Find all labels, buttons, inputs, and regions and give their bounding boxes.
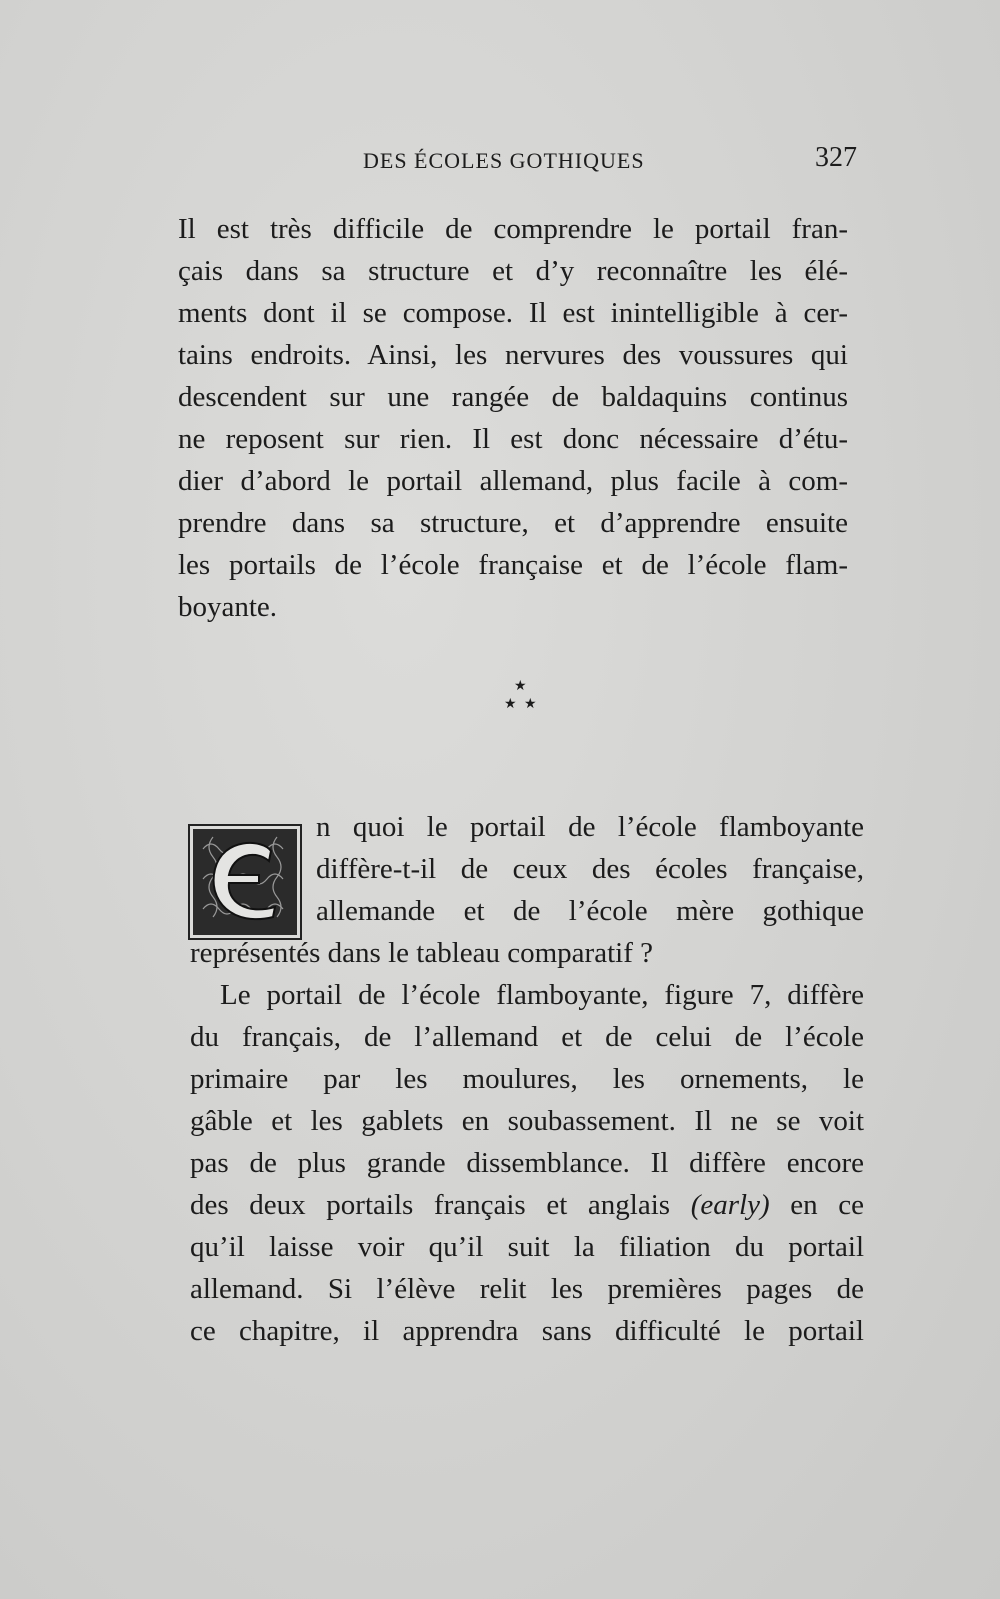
paragraph-2-rest [190,932,864,974]
paragraph-line: prendre dans sa structure, et d’apprendre ensuite [178,507,848,539]
drop-cap-svg [193,829,297,935]
paragraph-line: Le portail de l’école flamboyante, figure 7, diffère [220,979,864,1011]
drop-cap-ornament [188,824,302,940]
paragraph-1 [178,208,848,628]
paragraph-line: les portails de l’école française et de l’école flam- [178,549,848,581]
line-segment: en ce [790,1189,865,1221]
italic-word: (early) [690,1189,770,1221]
paragraph-line: diffère-t-il de ceux des écoles française, [316,853,864,885]
paragraph-line: allemand. Si l’élève relit les premières pages de [190,1273,864,1305]
drop-cap-letter-icon [193,829,297,935]
paragraph-line: ne reposent sur rien. Il est donc nécessaire d’étu- [178,423,848,455]
line-segment: des deux portails français et anglais [190,1189,671,1221]
paragraph-line: Il est très difficile de comprendre le portail fran- [178,213,848,245]
paragraph-line: gâble et les gablets en soubassement. Il ne se voit [190,1105,864,1137]
star-icon: ★ [504,696,517,712]
paragraph-line-with-italic [190,1184,864,1226]
paragraph-line: qu’il laisse voir qu’il suit la filiation du portail [190,1231,864,1263]
running-header [175,142,865,182]
paragraph-line: du français, de l’allemand et de celui de l’école [190,1021,864,1053]
running-title: DES ÉCOLES GOTHIQUES [363,148,645,173]
paragraph-line: n quoi le portail de l’école flamboyante [316,811,864,843]
paragraph-2-lead [316,806,864,932]
paragraph-line: ce chapitre, il apprendra sans difficulté le portail [190,1315,864,1347]
asterism-ornament [498,678,546,722]
paragraph-3 [190,974,864,1352]
star-icon: ★ [514,678,527,694]
paragraph-line: çais dans sa structure et d’y reconnaître les élé- [178,255,848,287]
paragraph-line: dier d’abord le portail allemand, plus facile à com- [178,465,848,497]
paragraph-line: descendent sur une rangée de baldaquins continus [178,381,848,413]
paragraph-line: tains endroits. Ainsi, les nervures des voussures qui [178,339,848,371]
paragraph-line: allemande et de l’école mère gothique [316,895,864,927]
paragraph-line: boyante. [178,591,278,623]
paragraph-line: ments dont il se compose. Il est inintelligible à cer- [178,297,848,329]
star-icon: ★ [524,696,537,712]
paragraph-line: pas de plus grande dissemblance. Il diffère encore [190,1147,864,1179]
page-number: 327 [815,142,857,173]
paragraph-line: primaire par les moulures, les ornements, le [190,1063,864,1095]
paragraph-line: représentés dans le tableau comparatif ? [190,937,653,969]
